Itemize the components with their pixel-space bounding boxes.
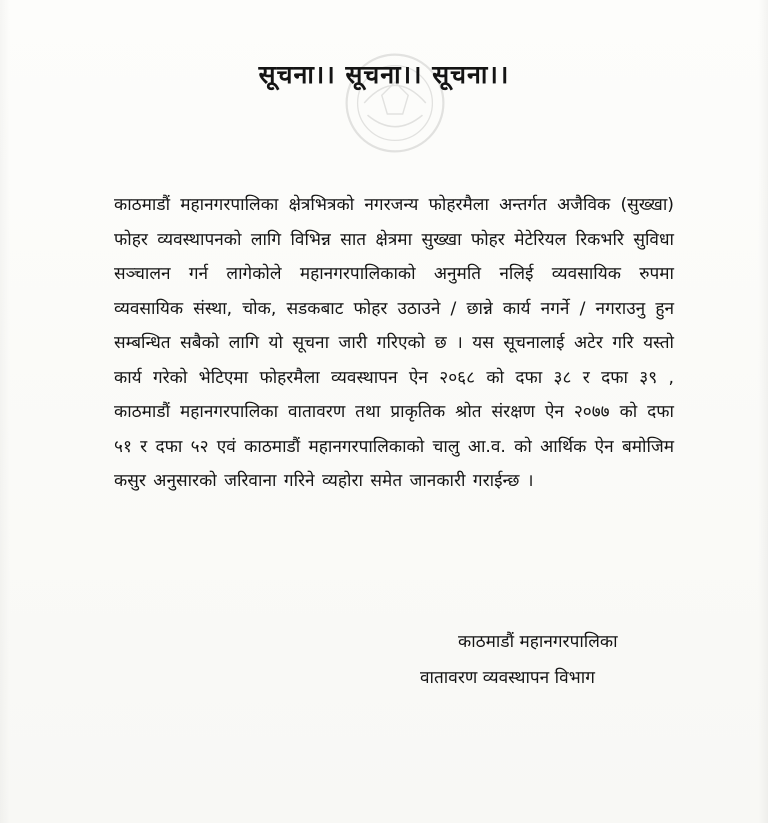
scan-edge-right: [758, 0, 768, 823]
signature-department: वातावरण व्यवस्थापन विभाग: [420, 668, 595, 688]
notice-title: सूचना।। सूचना।। सूचना।।: [258, 60, 510, 89]
scan-edge-left: [0, 0, 10, 823]
signature-block: [420, 624, 680, 696]
signature-organization: काठमाडौं महानगरपालिका: [458, 632, 618, 652]
notice-body: काठमाडौं महानगरपालिका क्षेत्रभित्रको नगरजन्य फोहरमैला अन्तर्गत अजैविक (सुख्खा) फोहर व्यवस्थापनको लागि विभिन्न सात क्षेत्रमा सुख्खा फोहर मेटेरियल रिकभरि सुविधा सञ्चालन गर्न लागेकोले महानगरपालिकाको अनुमति नलिई व्यवसायिक रुपमा व्यवसायिक संस्था, चोक, सडकबाट फोहर उठाउने / छान्ने कार्य नगर्ने / नगराउनु हुन सम्बन्धित सबैको लागि यो सूचना जारी गरिएको छ । यस सूचनालाई अटेर गरि यस्तो कार्य गरेको भेटिएमा फोहरमैला व्यवस्थापन ऐन २०६८ को दफा ३८ र दफा ३९ , काठमाडौं महानगरपालिका वातावरण तथा प्राकृतिक श्रोत संरक्षण ऐन २०७७ को दफा ५१ र दफा ५२ एवं काठमाडौं महानगरपालिकाको चालु आ.व. को आर्थिक ऐन बमोजिम कसुर अनुसारको जरिवाना गरिने व्यहोरा समेत जानकारी गराईन्छ ।: [114, 195, 674, 491]
